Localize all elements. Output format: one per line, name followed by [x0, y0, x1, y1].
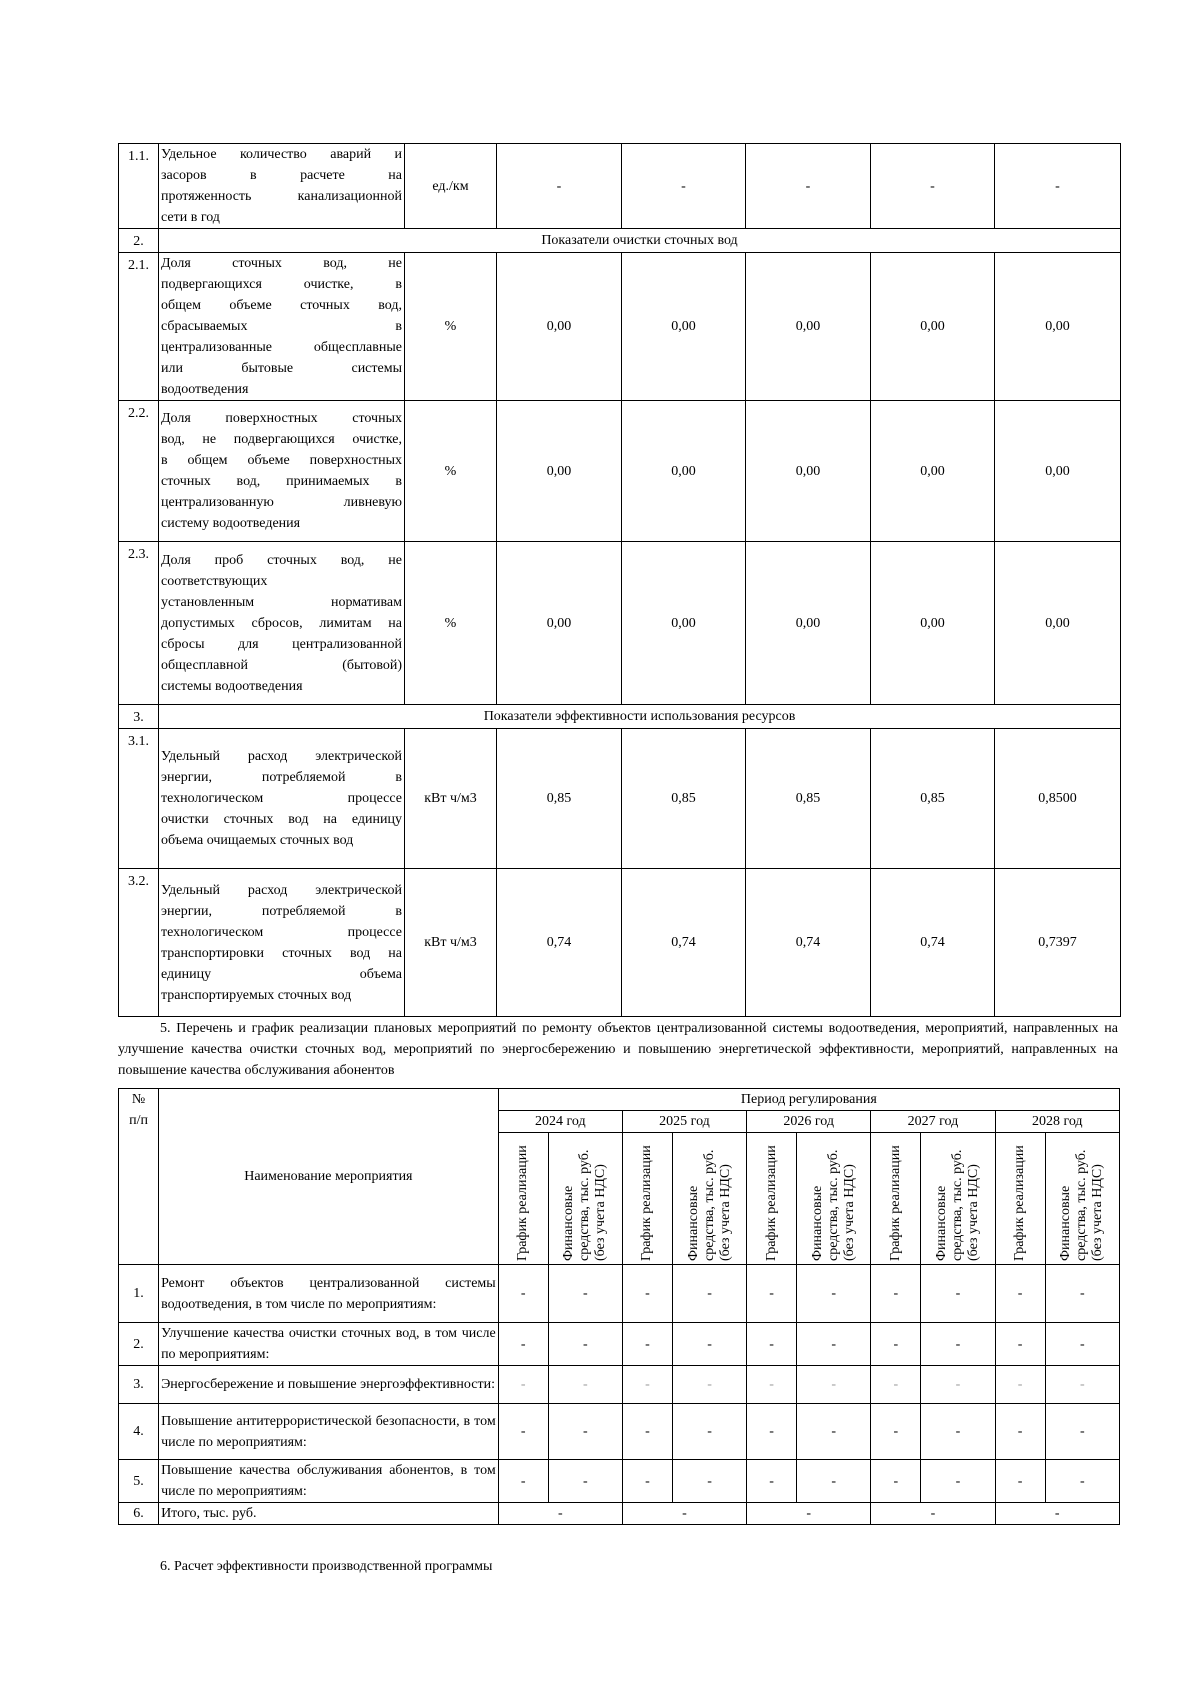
- value-cell: -: [622, 1366, 672, 1404]
- indicator-name-line: очистки сточных вод на единицу: [161, 812, 402, 827]
- total-label: Итого, тыс. руб.: [159, 1503, 499, 1525]
- finance-subheader: [672, 1133, 746, 1265]
- indicator-name-line: установленным нормативам: [161, 594, 402, 610]
- value-cell: -: [622, 1265, 672, 1323]
- indicator-row: [119, 869, 1121, 1017]
- value-cell: -: [498, 1460, 548, 1503]
- indicator-name-line: технологическом процессе: [161, 924, 402, 940]
- section-row: [119, 705, 1121, 729]
- value-cell: -: [746, 144, 871, 229]
- year-header: 2028 год: [995, 1111, 1120, 1133]
- value-cell: 0,00: [746, 542, 871, 705]
- value-cell: 0,00: [497, 401, 622, 542]
- finance-subheader-text: Финансовые средства, тыс. руб. (без учета НДС): [1058, 1149, 1106, 1261]
- indicator-name-line: централизованные общесплавные: [161, 340, 402, 355]
- measure-row: [119, 1265, 1120, 1323]
- indicator-name-line: централизованную ливневую: [161, 495, 402, 510]
- finance-subheader-text: Финансовые средства, тыс. руб. (без учета НДС): [809, 1149, 857, 1261]
- schedule-subheader-text: График реализации: [639, 1145, 655, 1261]
- indicator-row: [119, 401, 1121, 542]
- unit-cell: %: [405, 253, 497, 401]
- measure-row: [119, 1404, 1120, 1460]
- value-cell: 0,00: [497, 253, 622, 401]
- value-cell: -: [921, 1323, 995, 1366]
- row-number: 2.2.: [119, 401, 159, 542]
- value-cell: -: [672, 1404, 746, 1460]
- indicator-row: [119, 729, 1121, 869]
- indicator-name-line: в общем объеме поверхностных: [161, 453, 402, 468]
- value-cell: -: [672, 1265, 746, 1323]
- value-cell: -: [622, 1323, 672, 1366]
- indicator-row: [119, 144, 1121, 229]
- value-cell: 0,74: [622, 869, 746, 1017]
- total-value: -: [747, 1503, 871, 1525]
- value-cell: 0,00: [871, 401, 995, 542]
- schedule-subheader: [622, 1133, 672, 1265]
- finance-subheader: [1045, 1133, 1119, 1265]
- unit-cell: кВт ч/м3: [405, 869, 497, 1017]
- indicator-name-line: энергии, потребляемой в: [161, 903, 402, 919]
- indicator-name-line: транспортируемых сточных вод: [161, 987, 352, 1003]
- schedule-subheader-text: График реализации: [1012, 1145, 1028, 1261]
- indicator-name-line: засоров в расчете на: [161, 168, 402, 183]
- value-cell: 0,85: [746, 729, 871, 869]
- value-cell: -: [797, 1323, 871, 1366]
- measure-name: Энергосбережение и повышение энергоэффективности:: [159, 1366, 499, 1404]
- section-row: [119, 229, 1121, 253]
- measure-name: Ремонт объектов централизованной системы водоотведения, в том числе по мероприятиям:: [159, 1265, 499, 1323]
- unit-cell: %: [405, 401, 497, 542]
- value-cell: -: [797, 1265, 871, 1323]
- row-number: 5.: [119, 1460, 159, 1503]
- schedule-subheader-text: График реализации: [887, 1145, 903, 1261]
- value-cell: -: [1045, 1265, 1119, 1323]
- value-cell: 0,74: [871, 869, 995, 1017]
- indicator-name-line: технологическом процессе: [161, 791, 402, 806]
- unit-cell: %: [405, 542, 497, 705]
- row-number: 4.: [119, 1404, 159, 1460]
- indicator-name-line: Доля проб сточных вод, не: [161, 552, 402, 568]
- finance-subheader-text: Финансовые средства, тыс. руб. (без учета НДС): [685, 1149, 733, 1261]
- measures-table: [118, 1088, 1120, 1525]
- value-cell: -: [747, 1366, 797, 1404]
- value-cell: 0,00: [995, 401, 1121, 542]
- indicator-name-line: Доля поверхностных сточных: [161, 411, 402, 426]
- indicator-name-line: Удельное количество аварий и: [161, 147, 402, 162]
- value-cell: 0,00: [995, 253, 1121, 401]
- value-cell: -: [548, 1460, 622, 1503]
- schedule-subheader: [871, 1133, 921, 1265]
- indicator-name-line: водоотведения: [161, 382, 249, 397]
- name-header: Наименование мероприятия: [159, 1089, 499, 1265]
- unit-cell: кВт ч/м3: [405, 729, 497, 869]
- value-cell: -: [797, 1404, 871, 1460]
- indicator-name-line: общесплавной (бытовой): [161, 657, 402, 673]
- value-cell: -: [548, 1323, 622, 1366]
- row-number: 2.: [119, 1323, 159, 1366]
- measure-name: Повышение антитеррористической безопасности, в том числе по мероприятиям:: [159, 1404, 499, 1460]
- value-cell: -: [548, 1366, 622, 1404]
- row-number: 2.1.: [119, 253, 159, 401]
- value-cell: 0,85: [871, 729, 995, 869]
- finance-subheader: [548, 1133, 622, 1265]
- indicator-name-line: Удельный расход электрической: [161, 882, 402, 898]
- value-cell: -: [747, 1460, 797, 1503]
- indicator-name-line: протяженность канализационной: [161, 189, 402, 204]
- value-cell: -: [622, 144, 746, 229]
- value-cell: -: [871, 144, 995, 229]
- value-cell: -: [672, 1366, 746, 1404]
- indicator-name: [159, 542, 405, 705]
- schedule-subheader-text: График реализации: [763, 1145, 779, 1261]
- indicator-name-line: систему водоотведения: [161, 516, 301, 531]
- value-cell: 0,00: [622, 401, 746, 542]
- indicator-name: [159, 401, 405, 542]
- indicator-name-line: сточных вод, принимаемых в: [161, 474, 402, 489]
- value-cell: -: [498, 1265, 548, 1323]
- section-6-heading: 6. Расчет эффективности производственной программы: [160, 1559, 493, 1574]
- indicator-name-line: общем объеме сточных вод,: [161, 298, 402, 313]
- measure-row: [119, 1366, 1120, 1404]
- total-value: -: [871, 1503, 995, 1525]
- value-cell: -: [622, 1404, 672, 1460]
- value-cell: -: [1045, 1366, 1119, 1404]
- indicator-name: [159, 869, 405, 1017]
- total-value: -: [498, 1503, 622, 1525]
- value-cell: -: [921, 1404, 995, 1460]
- row-number: 3.: [119, 1366, 159, 1404]
- value-cell: -: [995, 1366, 1045, 1404]
- value-cell: 0,74: [746, 869, 871, 1017]
- value-cell: 0,00: [746, 401, 871, 542]
- section-5-paragraph: 5. Перечень и график реализации плановых мероприятий по ремонту объектов централизованной системы водоотведения, мероприятий, направленных на улучшение качества очистки сточных вод, мероприятий по энергосбережению и повышению энергетической эффективности, мероприятий, направленных на повышение качества обслуживания абонентов: [118, 1021, 1118, 1078]
- value-cell: 0,74: [497, 869, 622, 1017]
- num-header: № п/п: [119, 1089, 159, 1265]
- value-cell: -: [871, 1404, 921, 1460]
- value-cell: 0,00: [995, 542, 1121, 705]
- value-cell: -: [747, 1404, 797, 1460]
- indicator-name-line: соответствующих: [161, 573, 268, 589]
- value-cell: -: [871, 1460, 921, 1503]
- row-number: 3.: [119, 705, 159, 729]
- value-cell: -: [871, 1366, 921, 1404]
- value-cell: 0,85: [497, 729, 622, 869]
- finance-subheader-text: Финансовые средства, тыс. руб. (без учета НДС): [561, 1149, 609, 1261]
- year-header: 2025 год: [622, 1111, 746, 1133]
- value-cell: 0,8500: [995, 729, 1121, 869]
- value-cell: -: [1045, 1323, 1119, 1366]
- value-cell: -: [995, 1265, 1045, 1323]
- period-header: Период регулирования: [498, 1089, 1119, 1111]
- indicator-name-line: объема очищаемых сточных вод: [161, 833, 354, 848]
- row-number: 1.: [119, 1265, 159, 1323]
- schedule-subheader: [747, 1133, 797, 1265]
- value-cell: -: [921, 1265, 995, 1323]
- section-title: Показатели очистки сточных вод: [159, 229, 1121, 253]
- indicator-name-line: допустимых сбросов, лимитам на: [161, 615, 402, 631]
- section-title: Показатели эффективности использования ресурсов: [159, 705, 1121, 729]
- total-value: -: [622, 1503, 746, 1525]
- row-number: 2.: [119, 229, 159, 253]
- value-cell: 0,00: [871, 253, 995, 401]
- finance-subheader: [921, 1133, 995, 1265]
- value-cell: -: [622, 1460, 672, 1503]
- value-cell: -: [871, 1265, 921, 1323]
- value-cell: -: [672, 1323, 746, 1366]
- value-cell: -: [747, 1323, 797, 1366]
- value-cell: -: [498, 1404, 548, 1460]
- indicator-name-line: единицу объема: [161, 966, 402, 982]
- year-header: 2026 год: [747, 1111, 871, 1133]
- indicator-row: [119, 253, 1121, 401]
- value-cell: 0,00: [746, 253, 871, 401]
- value-cell: 0,00: [622, 253, 746, 401]
- total-row: [119, 1503, 1120, 1525]
- indicator-name: [159, 253, 405, 401]
- schedule-subheader-text: График реализации: [515, 1145, 531, 1261]
- indicator-name-line: сети в год: [161, 210, 220, 225]
- value-cell: -: [498, 1366, 548, 1404]
- measure-row: [119, 1460, 1120, 1503]
- year-header: 2027 год: [871, 1111, 995, 1133]
- schedule-subheader: [498, 1133, 548, 1265]
- indicator-name: [159, 729, 405, 869]
- finance-subheader-text: Финансовые средства, тыс. руб. (без учета НДС): [933, 1149, 981, 1261]
- value-cell: -: [1045, 1404, 1119, 1460]
- value-cell: -: [995, 1404, 1045, 1460]
- measure-name: Улучшение качества очистки сточных вод, в том числе по мероприятиям:: [159, 1323, 499, 1366]
- value-cell: -: [747, 1265, 797, 1323]
- row-number: 2.3.: [119, 542, 159, 705]
- indicator-name-line: сбрасываемых в: [161, 319, 402, 334]
- year-header: 2024 год: [498, 1111, 622, 1133]
- row-number: 1.1.: [119, 144, 159, 229]
- measure-row: [119, 1323, 1120, 1366]
- indicators-table: [118, 143, 1121, 1017]
- value-cell: -: [498, 1323, 548, 1366]
- value-cell: 0,00: [497, 542, 622, 705]
- value-cell: -: [1045, 1460, 1119, 1503]
- indicator-row: [119, 542, 1121, 705]
- unit-cell: ед./км: [405, 144, 497, 229]
- value-cell: 0,00: [622, 542, 746, 705]
- measure-name: Повышение качества обслуживания абонентов, в том числе по мероприятиям:: [159, 1460, 499, 1503]
- indicator-name-line: системы водоотведения: [161, 678, 303, 694]
- value-cell: 0,00: [871, 542, 995, 705]
- value-cell: -: [797, 1460, 871, 1503]
- value-cell: -: [797, 1366, 871, 1404]
- indicator-name-line: Удельный расход электрической: [161, 749, 402, 764]
- value-cell: -: [995, 1323, 1045, 1366]
- value-cell: -: [497, 144, 622, 229]
- value-cell: -: [871, 1323, 921, 1366]
- value-cell: 0,85: [622, 729, 746, 869]
- schedule-subheader: [995, 1133, 1045, 1265]
- indicator-name-line: или бытовые системы: [161, 361, 402, 376]
- total-value: -: [995, 1503, 1120, 1525]
- value-cell: -: [995, 1460, 1045, 1503]
- finance-subheader: [797, 1133, 871, 1265]
- row-number: 3.2.: [119, 869, 159, 1017]
- value-cell: -: [921, 1366, 995, 1404]
- indicator-name-line: вод, не подвергающихся очистке,: [161, 432, 402, 447]
- indicator-name-line: подвергающихся очистке, в: [161, 277, 402, 292]
- indicator-name-line: транспортировки сточных вод на: [161, 945, 402, 961]
- value-cell: -: [921, 1460, 995, 1503]
- row-number: 6.: [119, 1503, 159, 1525]
- value-cell: 0,7397: [995, 869, 1121, 1017]
- value-cell: -: [548, 1265, 622, 1323]
- row-number: 3.1.: [119, 729, 159, 869]
- header-row: [119, 1089, 1120, 1111]
- value-cell: -: [548, 1404, 622, 1460]
- value-cell: -: [995, 144, 1121, 229]
- indicator-name-line: Доля сточных вод, не: [161, 256, 402, 271]
- indicator-name: [159, 144, 405, 229]
- indicator-name-line: сбросы для централизованной: [161, 636, 402, 652]
- indicator-name-line: энергии, потребляемой в: [161, 770, 402, 785]
- value-cell: -: [672, 1460, 746, 1503]
